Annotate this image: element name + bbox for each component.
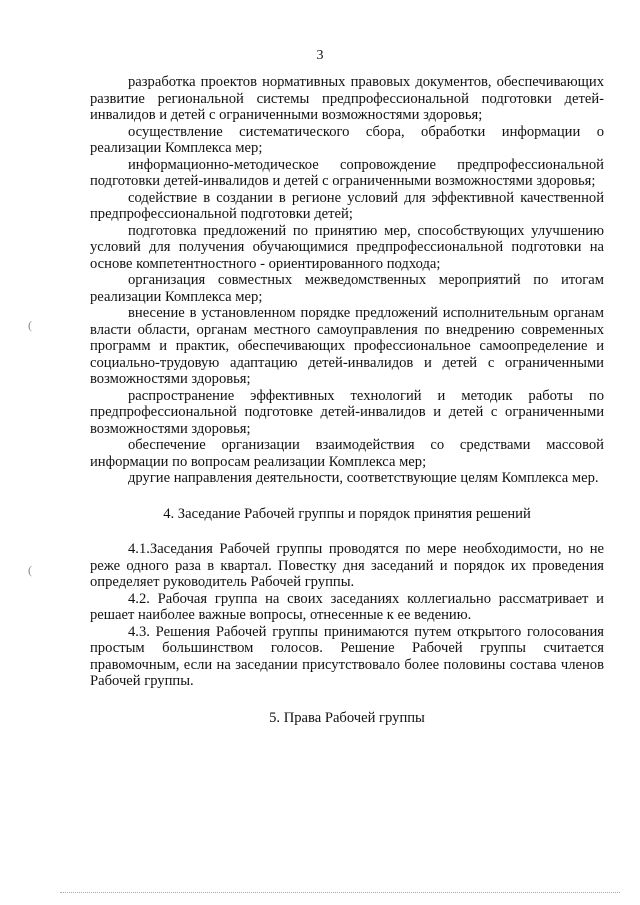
margin-mark: ( [28, 563, 32, 577]
list-item: другие направления деятельности, соответствующие целям Комплекса мер. [128, 470, 599, 486]
list-item: осуществление систематического сбора, обработки информации о реализации Комплекса мер; [90, 123, 604, 156]
section-5-heading: 5. Права Рабочей группы [269, 709, 425, 726]
page-number: 3 [316, 48, 324, 63]
list-item: внесение в установленном порядке предложений исполнительным органам власти области, органам местного самоуправления по внедрению современных программ и практик, обеспечивающих профессиональное самоопределение и социально-трудовую адаптацию детей-инвалидов и детей с ограниченными возможностями здоровья; [90, 305, 604, 387]
list-item: распространение эффективных технологий и методик работы по предпрофессиональной подготовке детей-инвалидов и детей с ограниченными возможностями здоровья; [90, 387, 604, 437]
list-item: разработка проектов нормативных правовых документов, обеспечивающих развитие региональной системы предпрофессиональной подготовки детей-инвалидов и детей с ограниченными возможностями здоровья; [90, 74, 604, 123]
list-item: подготовка предложений по принятию мер, способствующих улучшению условий для получения обучающимися предпрофессиональной подготовки на основе компетентностного - ориентированного подхода; [90, 222, 604, 272]
list-item: содействие в создании в регионе условий для эффективной качественной предпрофессиональной подготовки детей; [90, 189, 604, 222]
list-item: информационно-методическое сопровождение предпрофессиональной подготовки детей-инвалидов и детей с ограниченными возможностями здоровья; [90, 156, 604, 189]
list-item: обеспечение организации взаимодействия со средствами массовой информации по вопросам реализации Комплекса мер; [90, 437, 604, 470]
margin-mark: ( [28, 318, 32, 332]
document-body [90, 74, 604, 726]
list-item: организация совместных межведомственных мероприятий по итогам реализации Комплекса мер; [90, 272, 604, 305]
section-4-heading: 4. Заседание Рабочей группы и порядок принятия решений [163, 505, 531, 522]
paragraph-4-3: 4.3. Решения Рабочей группы принимаются путем открытого голосования простым большинством голосов. Решение Рабочей группы считается правомочным, если на заседании присутствовало более половины состава членов Рабочей группы. [90, 623, 604, 689]
paragraph-4-1: 4.1.Заседания Рабочей группы проводятся по мере необходимости, но не реже одного раза в квартал. Повестку дня заседаний и порядок их проведения определяет руководитель Рабочей группы. [90, 541, 604, 590]
paragraph-4-2: 4.2. Рабочая группа на своих заседаниях коллегиально рассматривает и решает наиболее важные вопросы, отнесенные к ее ведению. [90, 590, 604, 623]
scan-artifact-line [60, 892, 620, 894]
